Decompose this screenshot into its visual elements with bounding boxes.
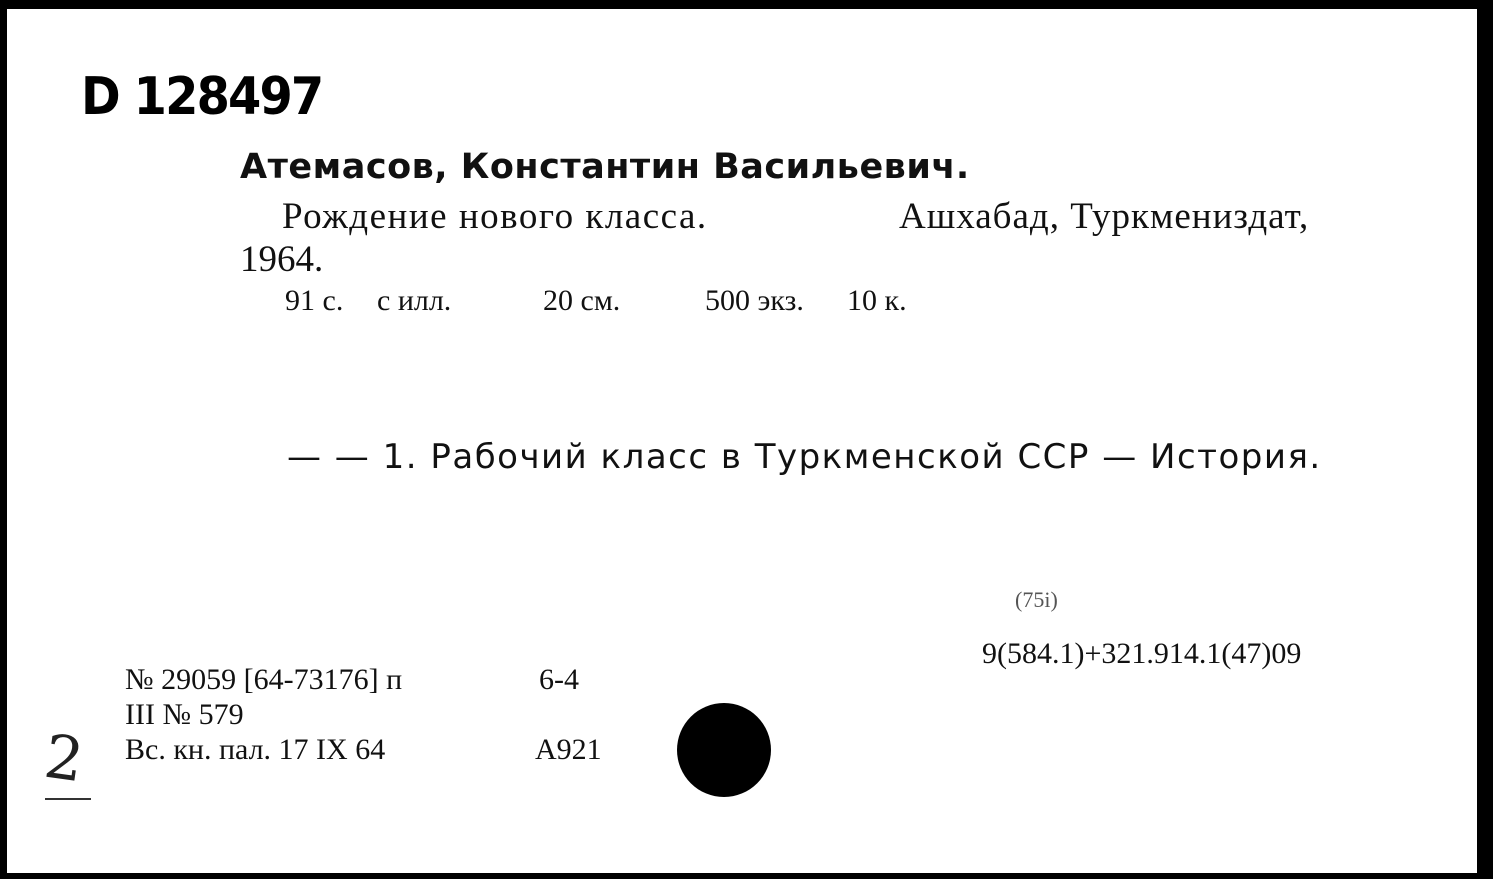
accession-stamp: D 128497 [81,67,323,127]
collation-price: 10 к. [847,284,907,317]
footer-index: А921 [535,733,602,766]
footer-chamber-date: Вс. кн. пал. 17 IX 64 [125,733,386,766]
collation-copies: 500 экз. [705,284,804,317]
catalog-card [7,9,1485,873]
faint-mark: (75i) [1015,587,1058,612]
card-edge [1477,9,1485,873]
classification-number: 9(584.1)+321.914.1(47)09 [982,637,1302,670]
footer-registration: № 29059 [64-73176] п [125,663,403,696]
handwritten-underline [45,798,91,800]
footer-code: 6-4 [539,663,579,696]
collation-size: 20 см. [543,284,621,317]
collation-illustrations: с илл. [377,284,452,317]
footer-print-number: III № 579 [125,698,244,731]
author-heading: Атемасов, Константин Васильевич. [240,147,970,187]
handwritten-mark: 2 [40,721,88,797]
subject-heading: — — 1. Рабочий класс в Туркменской ССР — История. [287,437,1322,477]
publication-year: 1964. [240,239,324,280]
punch-hole [677,703,771,797]
book-title: Рождение нового класса. [282,196,708,237]
publication-info: Ашхабад, Туркмениздат, [899,196,1310,237]
collation-pages: 91 с. [285,284,344,317]
